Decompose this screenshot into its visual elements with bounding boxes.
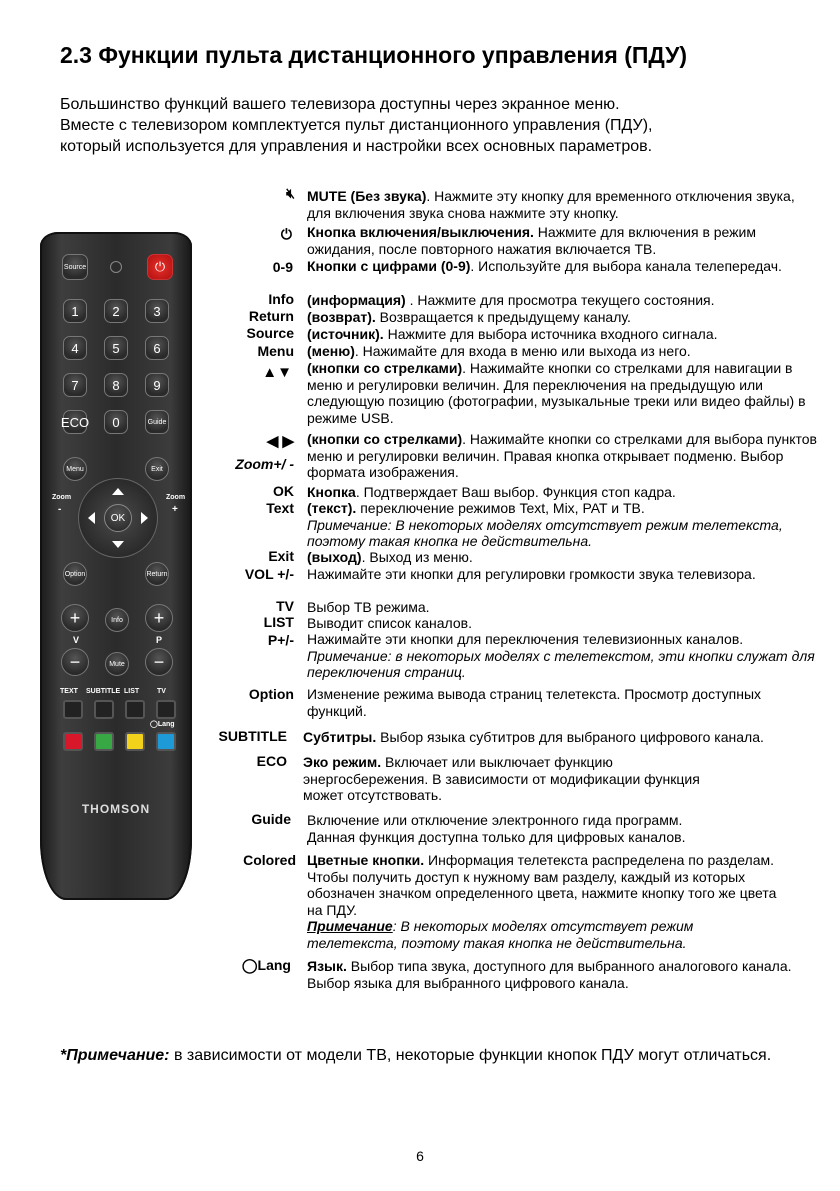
digits-description: Кнопки с цифрами (0-9). Используйте для выбора канала телепередач. [307, 258, 782, 274]
tv-label: TV [157, 688, 166, 695]
mute-icon: 🔇︎ [286, 185, 295, 201]
menu-description: (меню). Нажимайте для входа в меню или выхода из него. [307, 343, 691, 359]
subtitle-description: Субтитры. Выбор языка субтитров для выбраного цифрового канала. [303, 729, 764, 745]
green-button [94, 732, 114, 751]
lang-label: ◯Lang [150, 721, 175, 728]
digit-button: 1 [63, 299, 87, 323]
guide-label: Guide [251, 811, 291, 827]
tv-description: Выбор ТВ режима. [307, 599, 430, 615]
lang-description: Язык. Выбор типа звука, доступного для выбранного аналогового канала. Выбор языка для выбранного цифрового канала. [307, 958, 792, 991]
arrow-up-icon [112, 488, 124, 495]
digit-button: 8 [104, 373, 128, 397]
digit-button: 3 [145, 299, 169, 323]
mute-button: Mute [105, 652, 129, 676]
list-label: LIST [263, 614, 294, 630]
digit-button: 6 [145, 336, 169, 360]
lang-label: ◯Lang [241, 957, 291, 973]
exit-button: Exit [145, 457, 169, 481]
guide-description: Включение или отключение электронного гида программ. Данная функция доступна только для цифровых каналов. [307, 812, 686, 845]
return-button: Return [145, 562, 169, 586]
return-description: (возврат). Возвращается к предыдущему каналу. [307, 309, 631, 325]
dpad [78, 478, 158, 558]
digit-button: 5 [104, 336, 128, 360]
text-label: Text [266, 500, 294, 516]
yellow-button [125, 732, 145, 751]
up-down-arrows-icon: ▲▼ [262, 364, 292, 381]
intro-text [60, 94, 780, 157]
source-label: Source [246, 325, 294, 341]
info-label: Info [268, 291, 294, 307]
ch-label: P [156, 635, 163, 645]
digit-button: 0 [104, 410, 128, 434]
guide-button: Guide [145, 410, 169, 434]
blue-button [156, 732, 176, 751]
list-label: LIST [124, 688, 140, 695]
intro-line: который используется для управления и настройки всех основных параметров. [60, 138, 653, 155]
p-label: P+/- [267, 632, 294, 648]
ch-plus-button: + [145, 604, 173, 632]
digit-button: 2 [104, 299, 128, 323]
colored-description: Цветные кнопки. Информация телетекста распределена по разделам. Чтобы получить доступ к нужному вам разделу, каждый из которых обозначен значком определенного цвета, нажмите кнопку того же цвета на ПДУ. Примечание: В некоторых моделях отсутствует режим телетекста, поэтому такая кнопка не действительна. [307, 852, 777, 951]
exit-label: Exit [268, 548, 294, 564]
option-button: Option [63, 562, 87, 586]
menu-button: Menu [63, 457, 87, 481]
leftright-description: (кнопки со стрелками). Нажимайте кнопки со стрелками для выбора пунктов меню и регулировки величин. Правая кнопка открывает подменю. Выбор формата изображения. [307, 431, 817, 480]
lang-icon: ◯ [241, 957, 258, 973]
ir-led [110, 261, 122, 273]
colored-label: Colored [243, 852, 296, 868]
list-button [125, 700, 145, 719]
left-right-arrows-icon: ◀ ▶ [266, 433, 294, 450]
info-description: (информация) . Нажмите для просмотра текущего состояния. [307, 292, 715, 308]
option-label: Option [248, 686, 294, 702]
digit-button: 4 [63, 336, 87, 360]
text-description: (текст). переключение режимов Text, Mix, PAT и ТВ. Примечание: В некоторых моделях отсутствует режим телетекста, поэтому такая кнопка не действительна. [307, 500, 783, 549]
zoom-minus-sign: - [58, 504, 62, 515]
footer-note: *Примечание: в зависимости от модели ТВ, некоторые функции кнопок ПДУ могут отличаться. [60, 1047, 772, 1064]
digits-label: 0-9 [272, 259, 293, 275]
zoom-left-label: Zoom [52, 494, 72, 501]
source-button: Source [62, 254, 88, 280]
source-description: (источник). Нажмите для выбора источника входного сигнала. [307, 326, 718, 342]
remote-control-image [40, 232, 192, 900]
vol-plus-button: + [61, 604, 89, 632]
p-description: Нажимайте эти кнопки для переключения телевизионных каналов. Примечание: в некоторых моделях с телетекстом, эти кнопки служат для переключения страниц. [307, 631, 815, 680]
vol-minus-button: − [61, 648, 89, 676]
zoom-plus-sign: + [172, 504, 178, 515]
list-description: Выводит список каналов. [307, 615, 472, 631]
power-description: Кнопка включения/выключения. Нажмите для включения в режим ожидания, после повторного нажатия включается ТВ. [307, 224, 756, 257]
page-number: 6 [416, 1148, 424, 1164]
vol-label: VOL +/- [244, 566, 294, 582]
mute-description: MUTE (Без звука). Нажмите эту кнопку для временного отключения звука, для включения звука снова нажмите эту кнопку. [307, 188, 795, 221]
tv-button [156, 700, 176, 719]
power-icon: ⏻ [154, 259, 166, 274]
option-description: Изменение режима вывода страниц телетекста. Просмотр доступных функций. [307, 686, 762, 719]
digit-button: 7 [63, 373, 87, 397]
subtitle-label: SUBTITLE [218, 728, 287, 744]
exit-description: (выход). Выход из меню. [307, 549, 473, 565]
eco-button: ECO [63, 410, 87, 434]
eco-label: ECO [256, 753, 287, 769]
ok-label: OK [273, 483, 294, 499]
zoom-right-label: Zoom [166, 494, 186, 501]
text-button [63, 700, 83, 719]
power-icon: ⏻ [280, 226, 292, 242]
intro-line: Большинство функций вашего телевизора доступны через экранное меню. [60, 96, 620, 113]
menu-label: Menu [257, 343, 294, 359]
text-label: TEXT [60, 688, 78, 695]
vol-description: Нажимайте эти кнопки для регулировки громкости звука телевизора. [307, 566, 756, 582]
ch-minus-button: − [145, 648, 173, 676]
intro-line: Вместе с телевизором комплектуется пульт дистанционного управления (ПДУ), [60, 117, 653, 134]
arrow-down-icon [112, 541, 124, 548]
power-button [147, 254, 173, 280]
red-button [63, 732, 83, 751]
subtitle-button [94, 700, 114, 719]
tv-label: TV [276, 598, 294, 614]
digit-button: 9 [145, 373, 169, 397]
subtitle-label: SUBTITLE [86, 688, 121, 695]
arrow-right-icon [141, 512, 148, 524]
brand-logo: THOMSON [81, 802, 151, 816]
eco-description: Эко режим. Включает или выключает функцию энергосбережения. В зависимости от модификации функция может отсутствовать. [303, 754, 700, 803]
page-title: 2.3 Функции пульта дистанционного управления (ПДУ) [60, 42, 688, 68]
info-button: Info [105, 608, 129, 632]
ok-button: OK [104, 504, 132, 532]
zoom-label: Zoom+/ - [235, 456, 294, 472]
ok-description: Кнопка. Подтверждает Ваш выбор. Функция стоп кадра. [307, 484, 676, 500]
vol-label: V [73, 635, 80, 645]
updown-description: (кнопки со стрелками). Нажимайте кнопки со стрелками для навигации в меню и регулировки величин. Для переключения на предыдущую или следующую позицию (фотографии, музыкальные треки или видео файлы) в режиме USB. [307, 360, 806, 426]
arrow-left-icon [88, 512, 95, 524]
return-label: Return [248, 308, 294, 324]
